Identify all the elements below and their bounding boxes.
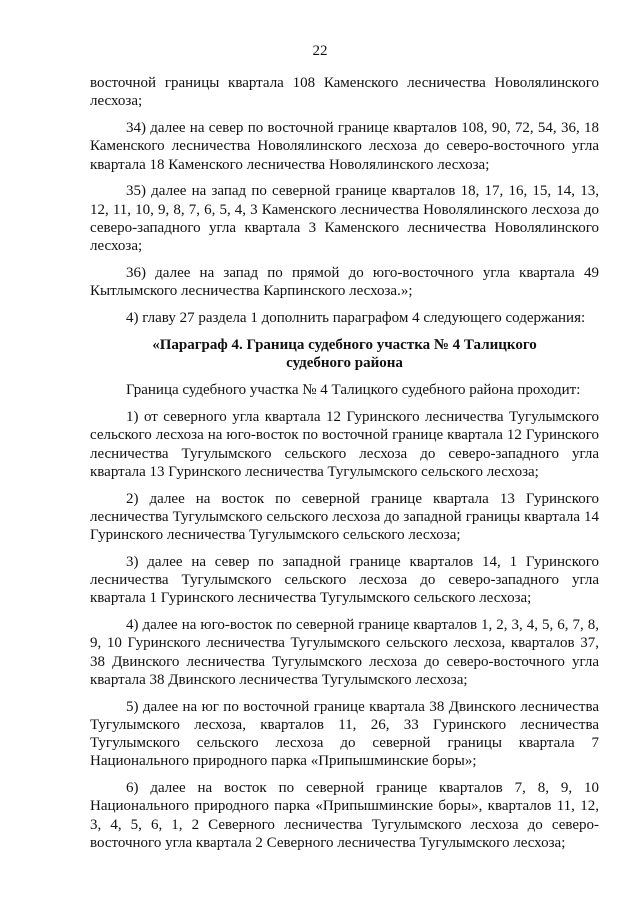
section-item-5: 5) далее на юг по восточной границе квартала 38 Двинского лесничества Тугулымского лесхоза, кварталов 11, 26, 33 Гуринского лесничества Тугулымского сельского лесхоза до северной границы квартала 7 Национального природного парка «Припышминские боры»;	[90, 698, 599, 770]
section-item-6: 6) далее на восток по северной границе кварталов 7, 8, 9, 10 Национального природного парка «Припышминские боры», кварталов 11, 12, 3, 4, 5, 6, 1, 2 Северного лесничества Тугулымского лесхоза до северо-восточного угла квартала 2 Северного лесничества Тугулымского лесхоза;	[90, 780, 599, 851]
section-heading	[90, 336, 599, 372]
section-intro: Граница судебного участка № 4 Талицкого судебного района проходит:	[126, 382, 581, 399]
paragraph-item-36: 36) далее на запад по прямой до юго-восточного угла квартала 49 Кытлымского лесничества Карпинского лесхоза.»;	[90, 264, 599, 300]
paragraph-item-34: 34) далее на север по восточной границе кварталов 108, 90, 72, 54, 36, 18 Каменского лесничества Новолялинского лесхоза до северо-восточного угла квартала 18 Каменского лесничества Новолялинского лесхоза;	[90, 120, 599, 173]
section-heading-line-1: «Параграф 4. Граница судебного участка № 4 Талицкого	[152, 336, 537, 353]
section-heading-line-2: судебного района	[286, 355, 403, 372]
section-item-3: 3) далее на север по западной границе кварталов 14, 1 Гуринского лесничества Тугулымского сельского лесхоза до северо-западного угла квартала 1 Гуринского лесничества Тугулымского сельского лесхоза;	[90, 553, 599, 607]
document-body	[90, 74, 599, 861]
paragraph-item-35: 35) далее на запад по северной границе кварталов 18, 17, 16, 15, 14, 13, 12, 11, 10, 9, 8, 7, 6, 5, 4, 3 Каменского лесничества Новолялинского лесхоза до северо-западного угла квартала 3 Каменского лесничества Новолялинского лесхоза;	[90, 183, 599, 254]
paragraph-amendment-4: 4) главу 27 раздела 1 дополнить параграфом 4 следующего содержания:	[126, 309, 586, 326]
section-item-4: 4) далее на юго-восток по северной границе кварталов 1, 2, 3, 4, 5, 6, 7, 8, 9, 10 Гуринского лесничества Тугулымского сельского лесхоза, кварталов 37, 38 Двинского лесничества Тугулымского лесхоза до северо-восточного угла квартала 38 Двинского лесничества Тугулымского лесхоза;	[90, 617, 599, 688]
paragraph-continuation: восточной границы квартала 108 Каменского лесничества Новолялинского лесхоза;	[90, 75, 599, 110]
page-number: 22	[312, 43, 328, 59]
section-item-2: 2) далее на восток по северной границе квартала 13 Гуринского лесничества Тугулымского сельского лесхоза до западной границы квартала 14 Гуринского лесничества Тугулымского сельского лесхоза;	[90, 490, 599, 544]
section-item-1: 1) от северного угла квартала 12 Гуринского лесничества Тугулымского сельского лесхоза на юго-восток по восточной границе квартала 12 Гуринского лесничества Тугулымского сельского лесхоза до северо-западного угла квартала 13 Гуринского лесничества Тугулымского сельского лесхоза;	[90, 409, 599, 480]
